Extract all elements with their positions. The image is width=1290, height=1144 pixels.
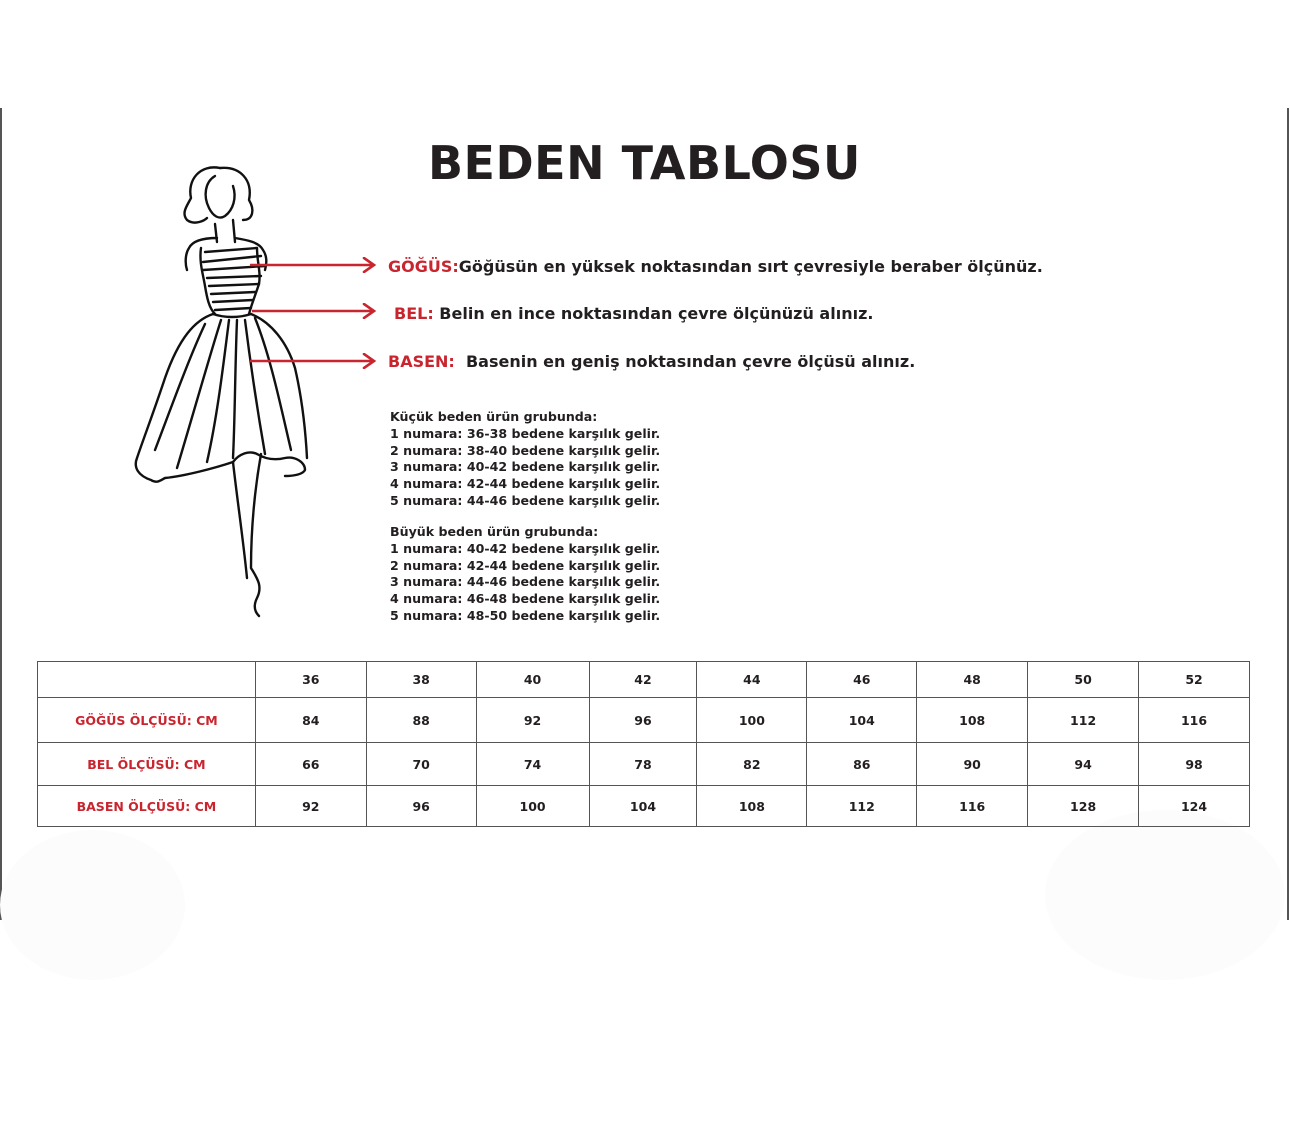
table-cell: 92: [255, 786, 366, 827]
table-row: [38, 698, 1250, 743]
table-cell: 108: [917, 698, 1028, 743]
dress-figure-icon: [125, 158, 320, 623]
table-cell: 96: [366, 786, 476, 827]
header-cell: 38: [366, 662, 476, 698]
table-cell: 116: [1139, 698, 1250, 743]
header-cell: 44: [697, 662, 807, 698]
background-smudge: [1045, 810, 1285, 980]
table-cell: 96: [589, 698, 697, 743]
waist-label: BEL:: [394, 304, 434, 323]
table-cell: 104: [807, 698, 917, 743]
chest-text: Göğüsün en yüksek noktasından sırt çevresiyle beraber ölçünüz.: [458, 257, 1043, 276]
table-cell: 100: [697, 698, 807, 743]
table-cell: 74: [476, 743, 589, 786]
row-label: GÖĞÜS ÖLÇÜSÜ: CM: [38, 698, 256, 743]
header-cell: 40: [476, 662, 589, 698]
table-cell: 98: [1139, 743, 1250, 786]
table-cell: 100: [476, 786, 589, 827]
hip-arrow-icon: [250, 353, 378, 369]
table-cell: 78: [589, 743, 697, 786]
small-size-group-notes: [390, 409, 660, 510]
table-cell: 86: [807, 743, 917, 786]
table-cell: 66: [255, 743, 366, 786]
table-cell: 70: [366, 743, 476, 786]
hip-instruction: [388, 352, 915, 371]
chest-label: GÖĞÜS:: [388, 257, 459, 276]
page-title: BEDEN TABLOSU: [428, 136, 861, 190]
table-cell: 124: [1139, 786, 1250, 827]
table-cell: 90: [917, 743, 1028, 786]
note-line: 2 numara: 38-40 bedene karşılık gelir.: [390, 442, 661, 458]
header-cell: 52: [1139, 662, 1250, 698]
frame-left-border: [0, 108, 2, 920]
small-group-heading: Küçük beden ürün grubunda:: [390, 409, 598, 424]
note-line: 5 numara: 48-50 bedene karşılık gelir.: [390, 607, 661, 623]
table-row: [38, 786, 1250, 827]
table-cell: 128: [1028, 786, 1139, 827]
header-cell: 48: [917, 662, 1028, 698]
note-line: 1 numara: 36-38 bedene karşılık gelir.: [390, 425, 661, 441]
note-line: 4 numara: 46-48 bedene karşılık gelir.: [390, 591, 661, 607]
table-cell: 82: [697, 743, 807, 786]
note-line: 5 numara: 44-46 bedene karşılık gelir.: [390, 492, 661, 508]
table-header-row: [38, 662, 1250, 698]
large-size-group-notes: [390, 524, 660, 625]
table-cell: 94: [1028, 743, 1139, 786]
header-cell: [38, 662, 256, 698]
hip-text: Basenin en geniş noktasından çevre ölçüsü alınız.: [465, 352, 916, 371]
chest-arrow-icon: [250, 257, 378, 273]
table-cell: 104: [589, 786, 697, 827]
table-row: [38, 743, 1250, 786]
table-cell: 108: [697, 786, 807, 827]
table-cell: 112: [1028, 698, 1139, 743]
background-smudge: [0, 830, 185, 980]
row-label: BASEN ÖLÇÜSÜ: CM: [38, 786, 256, 827]
note-line: 4 numara: 42-44 bedene karşılık gelir.: [390, 476, 661, 492]
table-cell: 92: [476, 698, 589, 743]
table-cell: 116: [917, 786, 1028, 827]
waist-text: Belin en ince noktasından çevre ölçünüzü alınız.: [439, 304, 874, 323]
header-cell: 46: [807, 662, 917, 698]
row-label: BEL ÖLÇÜSÜ: CM: [38, 743, 256, 786]
chest-instruction: [388, 257, 1043, 276]
table-cell: 112: [807, 786, 917, 827]
frame-right-border: [1287, 108, 1289, 920]
header-cell: 36: [255, 662, 366, 698]
hip-label: BASEN:: [388, 352, 455, 371]
size-table: [37, 661, 1250, 827]
waist-instruction: [394, 304, 873, 323]
note-line: 3 numara: 40-42 bedene karşılık gelir.: [390, 459, 661, 475]
note-line: 3 numara: 44-46 bedene karşılık gelir.: [390, 574, 661, 590]
note-line: 1 numara: 40-42 bedene karşılık gelir.: [390, 540, 661, 556]
header-cell: 50: [1028, 662, 1139, 698]
table-cell: 84: [255, 698, 366, 743]
note-line: 2 numara: 42-44 bedene karşılık gelir.: [390, 557, 661, 573]
header-cell: 42: [589, 662, 697, 698]
waist-arrow-icon: [252, 303, 378, 319]
table-cell: 88: [366, 698, 476, 743]
large-group-heading: Büyük beden ürün grubunda:: [390, 524, 599, 539]
